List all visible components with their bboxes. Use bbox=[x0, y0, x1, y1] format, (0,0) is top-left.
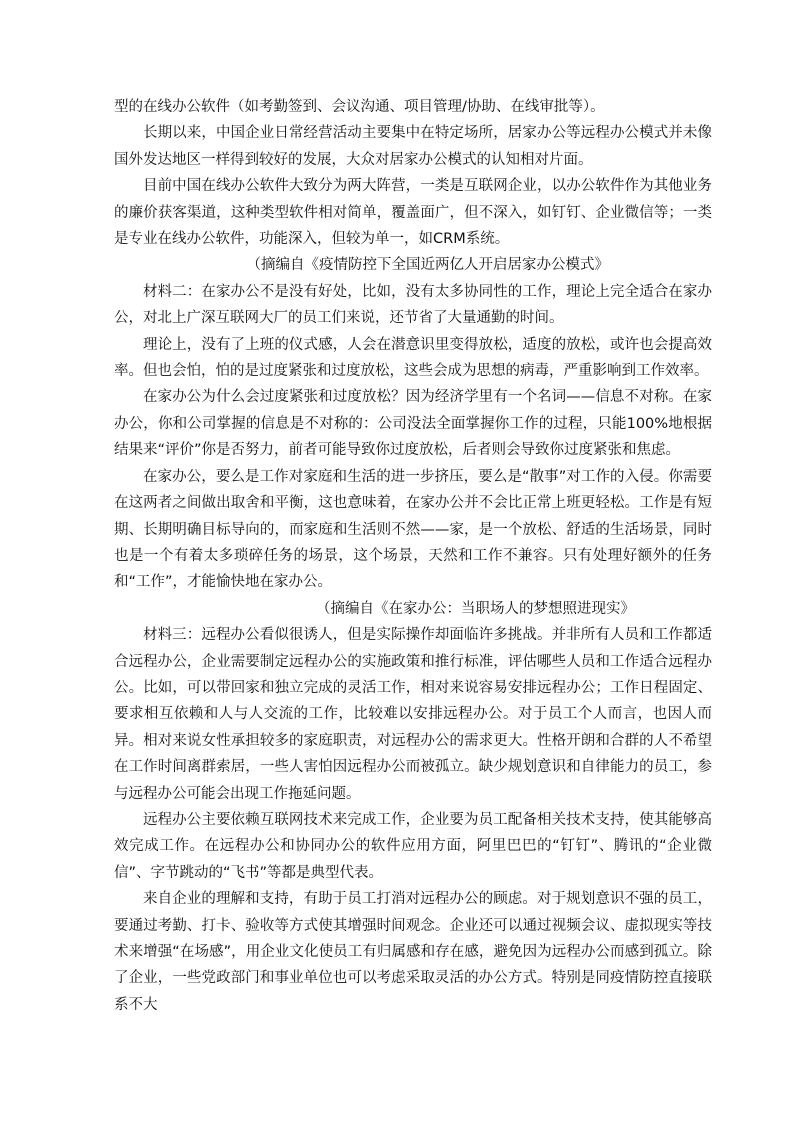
paragraph-2: 长期以来，中国企业日常经营活动主要集中在特定场所，居家办公等远程办公模式并未像国外发达地区一样得到较好的发展，大众对居家办公模式的认知相对片面。 bbox=[114, 125, 712, 168]
paragraph-3: 目前中国在线办公软件大致分为两大阵营，一类是互联网企业，以办公软件作为其他业务的廉价获客渠道，这种类型软件相对简单，覆盖面广，但不深入，如钉钉、企业微信等；一类是专业在线办公软件，功能深入，但较为单一，如CRM系统。 bbox=[114, 178, 712, 248]
paragraph-11: 来自企业的理解和支持，有助于员工打消对远程办公的顾虑。对于规划意识不强的员工，要通过考勤、打卡、验收等方式使其增强时间观念。企业还可以通过视频会议、虚拟现实等技术来增强“在场感”，用企业文化使员工有归属感和存在感，避免因为远程办公而感到孤立。除了企业，一些党政部门和事业单位也可以考虑采取灵活的办公方式。特别是同疫情防控直接联系不大 bbox=[114, 891, 712, 1013]
paragraph-7: 在家办公，要么是工作对家庭和生活的进一步挤压，要么是“散事”对工作的入侵。你需要在这两者之间做出取舍和平衡，这也意味着，在家办公并不会比正常上班更轻松。工作是有短期、长期明确目标导向的，而家庭和生活则不然——家，是一个放松、舒适的生活场景，同时也是一个有着太多琐碎任务的场景，这个场景，天然和工作不兼容。只有处理好额外的任务和“工作”，才能愉快地在家办公。 bbox=[114, 468, 712, 591]
source-citation-2: （摘编自《在家办公：当职场人的梦想照进现实》 bbox=[316, 600, 635, 617]
paragraph-10: 远程办公主要依赖互联网技术来完成工作，企业要为员工配备相关技术支持，使其能够高效完成工作。在远程办公和协同办公的软件应用方面，阿里巴巴的“钉钉”、腾讯的“企业微信”、字节跳动的“飞书”等都是典型代表。 bbox=[114, 811, 712, 881]
paragraph-material-3: 材料三：远程办公看似很诱人，但是实际操作却面临许多挑战。并非所有人员和工作都适合远程办公，企业需要制定远程办公的实施政策和推行标准，评估哪些人员和工作适合远程办公。比如，可以带回家和独立完成的灵活工作，相对来说容易安排远程办公；工作日程固定、要求相互依赖和人与人交流的工作，比较难以安排远程办公。对于员工个人而言，也因人而异。相对来说女性承担较多的家庭职责，对远程办公的需求更大。性格开朗和合群的人不希望在工作时间离群索居，一些人害怕因远程办公而被孤立。缺少规划意识和自律能力的员工，参与远程办公可能会出现工作拖延问题。 bbox=[114, 627, 712, 802]
paragraph-6: 在家办公为什么会过度紧张和过度放松？因为经济学里有一个名词——信息不对称。在家办公，你和公司掌握的信息是不对称的：公司没法全面掌握你工作的过程，只能100%地根据结果来“评价”你是否努力，前者可能导致你过度放松，后者则会导致你过度紧张和焦虑。 bbox=[114, 389, 712, 459]
paragraph-5: 理论上，没有了上班的仪式感，人会在潜意识里变得放松，适度的放松，或许也会提高效率。但也会怕，怕的是过度紧张和过度放松，这些会成为思想的病毒，严重影响到工作效率。 bbox=[114, 336, 712, 380]
article-body bbox=[114, 94, 712, 1018]
source-citation-1: （摘编自《疫情防控下全国近两亿人开启居家办公模式》 bbox=[246, 257, 609, 274]
paragraph-1: 型的在线办公软件（如考勤签到、会议沟通、项目管理/协助、在线审批等）。 bbox=[114, 99, 605, 115]
paragraph-material-2: 材料二：在家办公不是没有好处，比如，没有太多协同性的工作，理论上完全适合在家办公，对北上广深互联网大厂的员工们来说，还节省了大量通勤的时间。 bbox=[114, 283, 712, 327]
